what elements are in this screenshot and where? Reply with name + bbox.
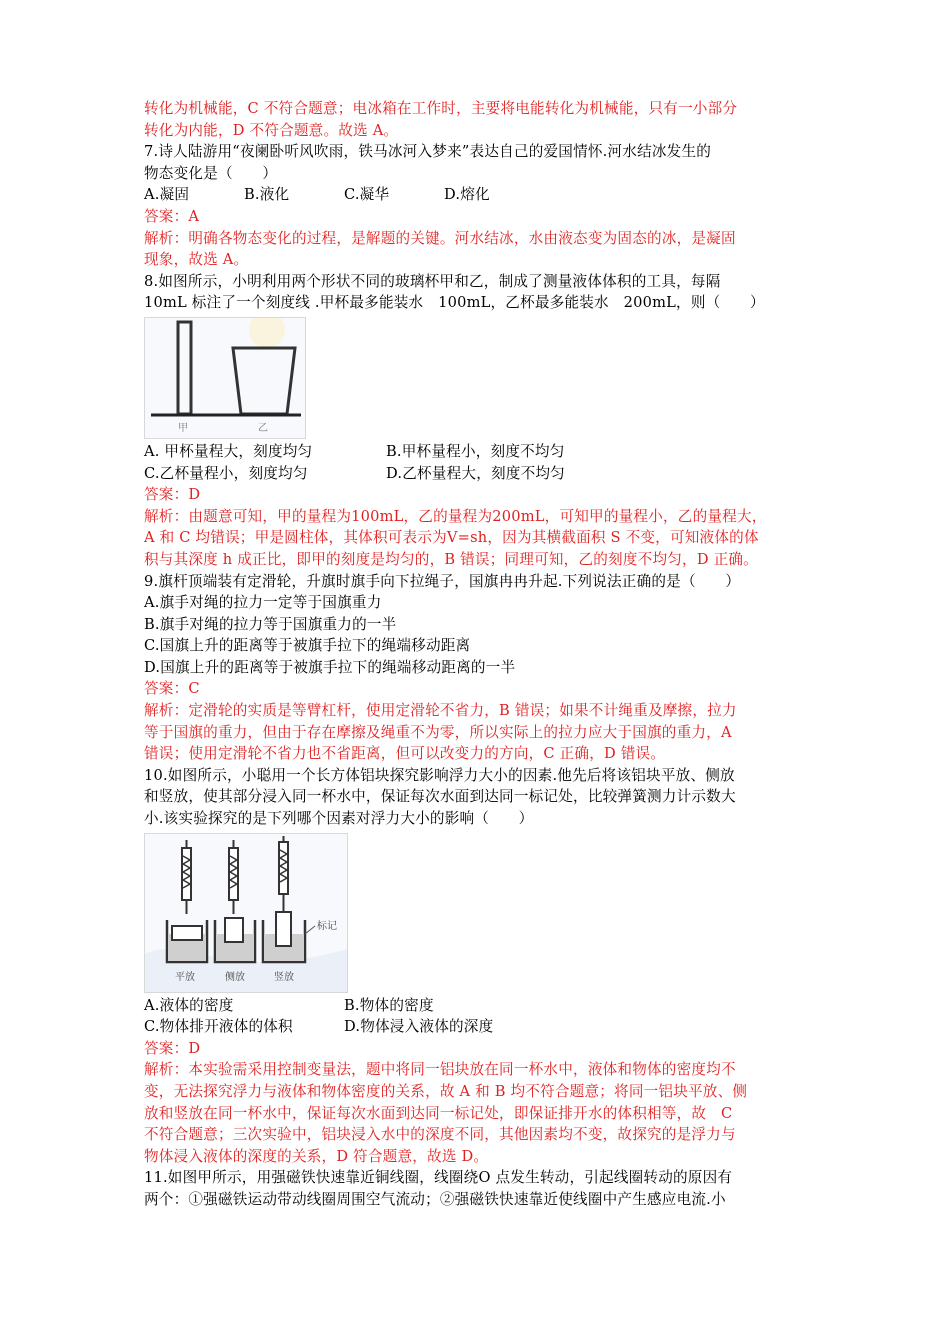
option-d: D.熔化 <box>444 186 490 204</box>
question-7-explanation: 解析：明确各物态变化的过程，是解题的关键。河水结冰，水由液态变为固态的冰，是凝固 <box>144 229 736 247</box>
option-b: B.甲杯量程小，刻度不均匀 <box>386 442 565 460</box>
question-7-stem: 7.诗人陆游用“夜阑卧听风吹雨，铁马冰河入梦来”表达自己的爱国情怀.河水结冰发生的 <box>144 143 712 161</box>
explanation-line: 转化为内能，D 不符合题意。故选 A。 <box>144 121 399 139</box>
question-8-stem: 8.如图所示，小明利用两个形状不同的玻璃杯甲和乙，制成了测量液体体积的工具，每隔 <box>144 272 721 290</box>
question-8-stem: 10mL 标注了一个刻度线 .甲杯最多能装水 100mL，乙杯最多能装水 200mL，则（ ） <box>144 294 765 312</box>
question-8-explanation: 积与其深度 h 成正比，即甲的刻度是均匀的，B 错误；同理可知，乙的刻度不均匀，D 正确。 <box>144 550 758 568</box>
label-flat: 平放 <box>175 971 195 983</box>
question-7-explanation: 现象，故选 A。 <box>144 251 249 269</box>
option-b: B.物体的密度 <box>344 996 434 1014</box>
cups-diagram <box>145 318 305 438</box>
label-side: 侧放 <box>225 971 245 983</box>
question-8-explanation: A 和 C 均错误；甲是圆柱体，其体积可表示为V=sh，因为其横截面积 S 不变，可知液体的体 <box>144 529 759 547</box>
question-9-explanation: 错误；使用定滑轮不省力也不省距离，但可以改变力的方向，C 正确，D 错误。 <box>144 745 666 763</box>
question-7-answer: 答案：A <box>144 207 200 225</box>
option-a: A.液体的密度 <box>144 996 234 1014</box>
question-10-options <box>144 995 816 1017</box>
question-10-explanation: 变，无法探究浮力与液体和物体密度的关系，故 A 和 B 均不符合题意；将同一铝块平放、侧 <box>144 1083 748 1100</box>
question-11-stem: 11.如图甲所示，用强磁铁快速靠近铜线圈，线圈绕O 点发生转动，引起线圈转动的原因有 <box>144 1169 733 1187</box>
option-b: B.旗手对绳的拉力等于国旗重力的一半 <box>144 615 397 633</box>
option-d: D.物体浸入液体的深度 <box>344 1018 494 1036</box>
option-c: C.物体排开液体的体积 <box>144 1018 293 1036</box>
option-c: C.国旗上升的距离等于被旗手拉下的绳端移动距离 <box>144 637 471 655</box>
option-c: C.乙杯量程小，刻度均匀 <box>144 464 308 482</box>
buoyancy-figure <box>144 833 348 993</box>
option-d: D.乙杯量程大，刻度不均匀 <box>386 464 565 482</box>
question-10-explanation: 物体浸入液体的深度的关系，D 符合题意，故选 D。 <box>144 1147 489 1165</box>
question-9-answer: 答案：C <box>144 680 200 698</box>
option-b: B.液化 <box>244 186 290 204</box>
question-10-answer: 答案：D <box>144 1039 201 1057</box>
option-a: A.旗手对绳的拉力一定等于国旗重力 <box>144 594 382 612</box>
question-11-stem: 两个：①强磁铁运动带动线圈周围空气流动；②强磁铁快速靠近使线圈中产生感应电流.小 <box>144 1190 726 1208</box>
question-8-options <box>144 441 816 463</box>
buoyancy-diagram <box>145 834 347 992</box>
label-jia: 甲 <box>178 422 188 434</box>
beaker-flat <box>167 920 207 962</box>
question-9-explanation: 等于国旗的重力，但由于存在摩擦及绳重不为零，所以实际上的拉力应大于国旗的重力，A <box>144 723 732 741</box>
question-8-explanation: 解析：由题意可知，甲的量程为100mL，乙的量程为200mL，可知甲的量程小，乙的量程大， <box>144 507 767 525</box>
option-a: A.凝固 <box>144 186 190 204</box>
label-upright: 竖放 <box>274 971 294 983</box>
question-8-answer: 答案：D <box>144 486 201 504</box>
question-10-stem: 和竖放，使其部分浸入同一杯水中，保证每次水面到达同一标记处，比较弹簧测力计示数大 <box>144 788 736 806</box>
explanation-line: 转化为机械能，C 不符合题意；电冰箱在工作时，主要将电能转化为机械能，只有一小部分 <box>144 100 738 117</box>
question-10-stem: 10.如图所示，小聪用一个长方体铝块探究影响浮力大小的因素.他先后将该铝块平放、侧放 <box>144 766 735 784</box>
document-page <box>144 98 816 1211</box>
option-c: C.凝华 <box>344 186 390 204</box>
question-7-options <box>144 184 816 206</box>
option-a: A. 甲杯量程大，刻度均匀 <box>144 442 313 460</box>
label-yi: 乙 <box>258 422 268 434</box>
question-10-explanation: 不符合题意；三次实验中，铝块浸入水中的深度不同，其他因素均不变，故探究的是浮力与 <box>144 1126 736 1144</box>
question-8-options <box>144 463 816 485</box>
question-9-stem: 9.旗杆顶端装有定滑轮，升旗时旗手向下拉绳子，国旗冉冉升起.下列说法正确的是（ ） <box>144 572 741 590</box>
question-7-stem: 物态变化是（ ） <box>144 164 278 182</box>
question-10-options <box>144 1016 816 1038</box>
question-9-explanation: 解析：定滑轮的实质是等臂杠杆，使用定滑轮不省力，B 错误；如果不计绳重及摩擦，拉力 <box>144 702 737 720</box>
question-10-explanation: 放和竖放在同一杯水中，保证每次水面到达同一标记处，即保证排开水的体积相等，故 C <box>144 1104 733 1122</box>
question-10-stem: 小.该实验探究的是下列哪个因素对浮力大小的影响（ ） <box>144 810 534 828</box>
option-d: D.国旗上升的距离等于被旗手拉下的绳端移动距离的一半 <box>144 658 516 676</box>
cups-figure <box>144 317 306 439</box>
question-10-explanation: 解析：本实验需采用控制变量法，题中将同一铝块放在同一杯水中，液体和物体的密度均不 <box>144 1061 736 1079</box>
label-mark: 标记 <box>317 920 337 932</box>
